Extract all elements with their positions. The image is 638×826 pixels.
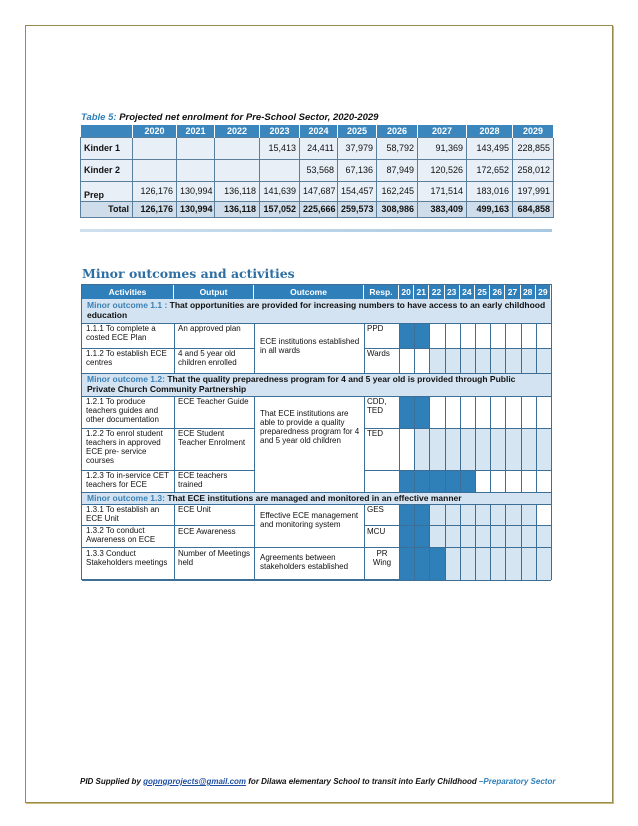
table5-title: Projected net enrolment for Pre-School Sector, 2020-2029: [119, 112, 379, 123]
timeline-cell: [536, 348, 551, 373]
table5-row: [81, 137, 554, 159]
table5-underline: [80, 229, 552, 232]
timeline-cell: [475, 348, 490, 373]
year-column-header: 21: [414, 285, 429, 299]
year-header: 2022: [215, 125, 260, 137]
outcome-cell: Agreements between stakeholders established: [260, 553, 349, 571]
timeline-cell: [414, 396, 429, 428]
timeline-cell: [414, 323, 429, 348]
grid-line: [445, 504, 446, 580]
minor-outcome-1-band: [82, 299, 551, 323]
table5-row: [81, 159, 554, 181]
timeline-cell: [445, 428, 460, 470]
timeline-cell: [490, 547, 505, 580]
grid-line: [364, 323, 365, 373]
timeline-cell: [460, 348, 475, 373]
timeline-cell: [505, 396, 520, 428]
enrolment-value: [177, 137, 215, 159]
enrolment-value: 141,639: [260, 181, 300, 201]
output-cell: 4 and 5 year old children enrolled: [178, 349, 237, 367]
grid-line: [82, 373, 551, 374]
enrolment-value: 259,573: [338, 201, 377, 217]
grid-line: [254, 396, 255, 492]
enrolment-value: 67,136: [338, 159, 377, 181]
resp-cell: GES: [367, 505, 384, 514]
grid-line: [82, 492, 551, 493]
enrolment-value: 383,409: [418, 201, 467, 217]
timeline-cell: [414, 504, 429, 525]
enrolment-value: [215, 159, 260, 181]
timeline-cell: [490, 470, 505, 492]
enrolment-value: 87,949: [377, 159, 418, 181]
timeline-cell: [445, 525, 460, 547]
grid-line: [82, 580, 551, 581]
activity-cell: 1.2.2 To enrol student teachers in approved ECE pre- service courses: [86, 429, 163, 465]
output-cell: An approved plan: [178, 324, 241, 333]
grid-line: [521, 323, 522, 373]
output-cell: ECE teachers trained: [178, 471, 228, 489]
enrolment-value: 197,991: [513, 181, 554, 201]
enrolment-table: [80, 125, 554, 218]
timeline-cell: [460, 547, 475, 580]
timeline-cell: [429, 396, 444, 428]
grid-line: [505, 323, 506, 373]
output-cell: ECE Unit: [178, 505, 211, 514]
enrolment-value: 58,792: [377, 137, 418, 159]
output-cell: ECE Awareness: [178, 527, 236, 536]
timeline-cell: [414, 470, 429, 492]
year-column-header: 27: [505, 285, 520, 299]
enrolment-value: 53,568: [300, 159, 338, 181]
year-header: 2025: [338, 125, 377, 137]
timeline-cell: [445, 504, 460, 525]
table5-caption: [81, 112, 378, 123]
year-column-header: 20: [399, 285, 414, 299]
timeline-cell: [521, 348, 536, 373]
year-header: 2024: [300, 125, 338, 137]
timeline-cell: [505, 525, 520, 547]
year-column-header: 28: [521, 285, 536, 299]
row-label: Kinder 1: [81, 137, 133, 159]
row-label: Kinder 2: [81, 159, 133, 181]
activity-cell: 1.1.1 To complete a costed ECE Plan: [86, 324, 156, 342]
year-header: 2027: [418, 125, 467, 137]
grid-line: [364, 470, 551, 471]
timeline-cell: [445, 470, 460, 492]
year-header: 2029: [513, 125, 554, 137]
timeline-cell: [521, 525, 536, 547]
footer-prefix: PID Supplied by: [80, 777, 144, 786]
timeline-cell: [536, 470, 551, 492]
activity-cell: 1.1.2 To establish ECE centres: [86, 349, 167, 367]
activity-cell: 1.3.3 Conduct Stakeholders meetings: [86, 549, 168, 567]
enrolment-value: 183,016: [467, 181, 513, 201]
enrolment-value: 130,994: [177, 201, 215, 217]
timeline-cell: [399, 504, 414, 525]
grid-line: [490, 396, 491, 492]
minor-outcome-1-text: That opportunities are provided for increasing numbers to have access to an early childhood education: [87, 300, 546, 320]
timeline-cell: [399, 323, 414, 348]
resp-cell: MCU: [367, 527, 386, 536]
grid-line: [364, 348, 551, 349]
resp-cell: CDD, TED: [367, 397, 387, 415]
enrolment-value: 143,495: [467, 137, 513, 159]
table5-label: Table 5:: [81, 112, 117, 123]
footer-middle: for Dilawa elementary School to transit into Early Childhood: [246, 777, 479, 786]
enrolment-value: [260, 159, 300, 181]
grid-line: [174, 504, 175, 580]
enrolment-value: [133, 159, 177, 181]
table5-corner: [81, 125, 133, 137]
grid-line: [82, 323, 551, 324]
timeline-cell: [505, 428, 520, 470]
timeline-cell: [505, 323, 520, 348]
timeline-cell: [445, 348, 460, 373]
activity-cell: 1.2.1 To produce teachers guides and other documentation: [86, 397, 159, 424]
enrolment-value: 228,855: [513, 137, 554, 159]
enrolment-value: 157,052: [260, 201, 300, 217]
enrolment-value: 91,369: [418, 137, 467, 159]
timeline-cell: [475, 396, 490, 428]
grid-line: [82, 428, 254, 429]
table5-row: [81, 181, 554, 201]
grid-line: [429, 323, 430, 373]
year-column-header: 24: [460, 285, 475, 299]
grid-line: [521, 504, 522, 580]
year-column-header: 22: [429, 285, 444, 299]
grid-line: [460, 323, 461, 373]
minor-outcome-3-band: [82, 492, 551, 504]
timeline-cell: [536, 547, 551, 580]
header-output: Output: [174, 285, 254, 299]
grid-line: [82, 348, 254, 349]
timeline-cell: [475, 323, 490, 348]
timeline-cell: [521, 396, 536, 428]
resp-cell: PPD: [367, 324, 384, 333]
grid-line: [505, 396, 506, 492]
timeline-cell: [490, 525, 505, 547]
timeline-cell: [505, 547, 520, 580]
year-column-header: 25: [475, 285, 490, 299]
timeline-cell: [536, 396, 551, 428]
grid-line: [414, 323, 415, 373]
grid-line: [364, 525, 551, 526]
timeline-cell: [536, 428, 551, 470]
timeline-cell: [521, 547, 536, 580]
year-header: 2026: [377, 125, 418, 137]
timeline-cell: [505, 348, 520, 373]
enrolment-value: 225,666: [300, 201, 338, 217]
header-activities: Activities: [82, 285, 174, 299]
enrolment-value: 684,858: [513, 201, 554, 217]
enrolment-value: 308,986: [377, 201, 418, 217]
timeline-cell: [460, 396, 475, 428]
grid-line: [414, 504, 415, 580]
timeline-cell: [429, 348, 444, 373]
output-cell: ECE Teacher Guide: [178, 397, 249, 406]
output-cell: Number of Meetings held: [178, 549, 251, 567]
minor-outcome-3-text: That ECE institutions are managed and monitored in an effective manner: [167, 493, 462, 503]
row-label: Prep: [81, 181, 133, 201]
grid-line: [82, 504, 551, 505]
timeline-cell: [399, 547, 414, 580]
timeline-cell: [429, 547, 444, 580]
grid-line: [536, 396, 537, 492]
activity-cell: 1.2.3 To in-service CET teachers for ECE: [86, 471, 169, 489]
timeline-cell: [414, 525, 429, 547]
outcome-cell: ECE institutions established in all wards: [260, 337, 360, 355]
grid-line: [429, 504, 430, 580]
year-header: 2023: [260, 125, 300, 137]
resp-cell: TED: [367, 429, 383, 438]
timeline-cell: [490, 428, 505, 470]
timeline-cell: [445, 323, 460, 348]
enrolment-value: 258,012: [513, 159, 554, 181]
minor-outcome-2-band: [82, 373, 551, 396]
timeline-cell: [521, 470, 536, 492]
timeline-cell: [460, 504, 475, 525]
timeline-cell: [505, 504, 520, 525]
outcome-cell: Effective ECE management and monitoring system: [260, 511, 359, 529]
row-label: Total: [81, 201, 133, 217]
grid-line: [82, 470, 254, 471]
timeline-cell: [429, 504, 444, 525]
timeline-cell: [505, 470, 520, 492]
grid-line: [429, 396, 430, 492]
enrolment-value: 24,411: [300, 137, 338, 159]
enrolment-value: 171,514: [418, 181, 467, 201]
enrolment-value: [133, 137, 177, 159]
grid-line: [254, 323, 255, 373]
enrolment-value: 147,687: [300, 181, 338, 201]
year-column-header: 29: [536, 285, 551, 299]
timeline-cell: [429, 428, 444, 470]
grid-line: [536, 504, 537, 580]
enrolment-value: 130,994: [177, 181, 215, 201]
year-column-header: 23: [445, 285, 460, 299]
timeline-cell: [475, 525, 490, 547]
enrolment-value: 136,118: [215, 181, 260, 201]
grid-line: [364, 504, 365, 580]
grid-line: [399, 323, 400, 373]
output-cell: ECE Student Teacher Enrolment: [178, 429, 246, 447]
grid-line: [399, 396, 400, 492]
enrolment-value: 15,413: [260, 137, 300, 159]
timeline-cell: [536, 504, 551, 525]
timeline-cell: [521, 504, 536, 525]
grid-line: [460, 504, 461, 580]
grid-line: [174, 396, 175, 492]
grid-line: [445, 323, 446, 373]
resp-cell: PR Wing: [372, 549, 392, 567]
grid-line: [536, 323, 537, 373]
grid-line: [460, 396, 461, 492]
enrolment-value: [215, 137, 260, 159]
timeline-cell: [460, 323, 475, 348]
timeline-cell: [490, 348, 505, 373]
timeline-cell: [429, 470, 444, 492]
resp-cell: Wards: [367, 349, 390, 358]
timeline-cell: [399, 396, 414, 428]
enrolment-value: 136,118: [215, 201, 260, 217]
minor-outcome-1-label: Minor outcome 1.1 :: [87, 300, 168, 310]
enrolment-value: 126,176: [133, 181, 177, 201]
timeline-cell: [490, 504, 505, 525]
grid-line: [445, 396, 446, 492]
timeline-cell: [399, 525, 414, 547]
timeline-cell: [490, 323, 505, 348]
grid-line: [174, 323, 175, 373]
grid-line: [490, 323, 491, 373]
enrolment-value: 37,979: [338, 137, 377, 159]
timeline-cell: [399, 348, 414, 373]
grid-line: [414, 396, 415, 492]
header-resp: Resp.: [364, 285, 399, 299]
timeline-cell: [490, 396, 505, 428]
enrolment-value: 172,652: [467, 159, 513, 181]
grid-line: [475, 396, 476, 492]
grid-line: [82, 525, 254, 526]
timeline-cell: [475, 547, 490, 580]
timeline-cell: [475, 470, 490, 492]
grid-line: [475, 323, 476, 373]
activity-cell: 1.3.2 To conduct Awareness on ECE: [86, 526, 156, 544]
timeline-cell: [429, 323, 444, 348]
timeline-cell: [445, 396, 460, 428]
footer-sector: –Preparatory Sector: [478, 777, 556, 786]
minor-outcome-2-text: That the quality preparedness program for 4 and 5 year old is provided through Public Private Church Community Partnership: [87, 374, 516, 394]
timeline-cell: [445, 547, 460, 580]
grid-line: [364, 428, 551, 429]
header-outcome: Outcome: [254, 285, 364, 299]
table5-header-row: [81, 125, 554, 137]
timeline-cell: [414, 428, 429, 470]
enrolment-value: 120,526: [418, 159, 467, 181]
year-header: 2020: [133, 125, 177, 137]
minor-outcome-2-label: Minor outcome 1.2:: [87, 374, 165, 384]
timeline-cell: [399, 470, 414, 492]
timeline-cell: [521, 428, 536, 470]
timeline-cell: [475, 428, 490, 470]
timeline-cell: [399, 428, 414, 470]
grid-line: [490, 504, 491, 580]
enrolment-value: 154,457: [338, 181, 377, 201]
grid-line: [364, 396, 365, 492]
section-heading: Minor outcomes and activities: [82, 266, 295, 281]
timeline-cell: [475, 504, 490, 525]
grid-line: [399, 504, 400, 580]
outcome-cell: That ECE institutions are able to provide a quality preparedness program for 4 and 5 year old children: [260, 409, 360, 445]
grid-line: [254, 504, 255, 580]
minor-outcome-3-label: Minor outcome 1.3:: [87, 493, 165, 503]
timeline-cell: [460, 470, 475, 492]
timeline-cell: [414, 547, 429, 580]
timeline-cell: [414, 348, 429, 373]
year-header: 2028: [467, 125, 513, 137]
page-footer: [80, 777, 570, 786]
grid-line: [505, 504, 506, 580]
timeline-cell: [429, 525, 444, 547]
timeline-cell: [460, 525, 475, 547]
grid-line: [82, 396, 551, 397]
timeline-cell: [521, 323, 536, 348]
activity-cell: 1.3.1 To establish an ECE Unit: [86, 505, 160, 523]
year-header: 2021: [177, 125, 215, 137]
grid-line: [475, 504, 476, 580]
grid-line: [82, 547, 551, 548]
timeline-cell: [536, 525, 551, 547]
timeline-cell: [460, 428, 475, 470]
enrolment-value: 126,176: [133, 201, 177, 217]
grid-line: [521, 396, 522, 492]
enrolment-value: [177, 159, 215, 181]
year-column-header: 26: [490, 285, 505, 299]
enrolment-value: 162,245: [377, 181, 418, 201]
table5-row: [81, 201, 554, 217]
footer-email-link[interactable]: gopngprojects@gmail.com: [143, 777, 247, 786]
outcomes-table: [81, 284, 552, 580]
enrolment-value: 499,163: [467, 201, 513, 217]
timeline-cell: [536, 323, 551, 348]
